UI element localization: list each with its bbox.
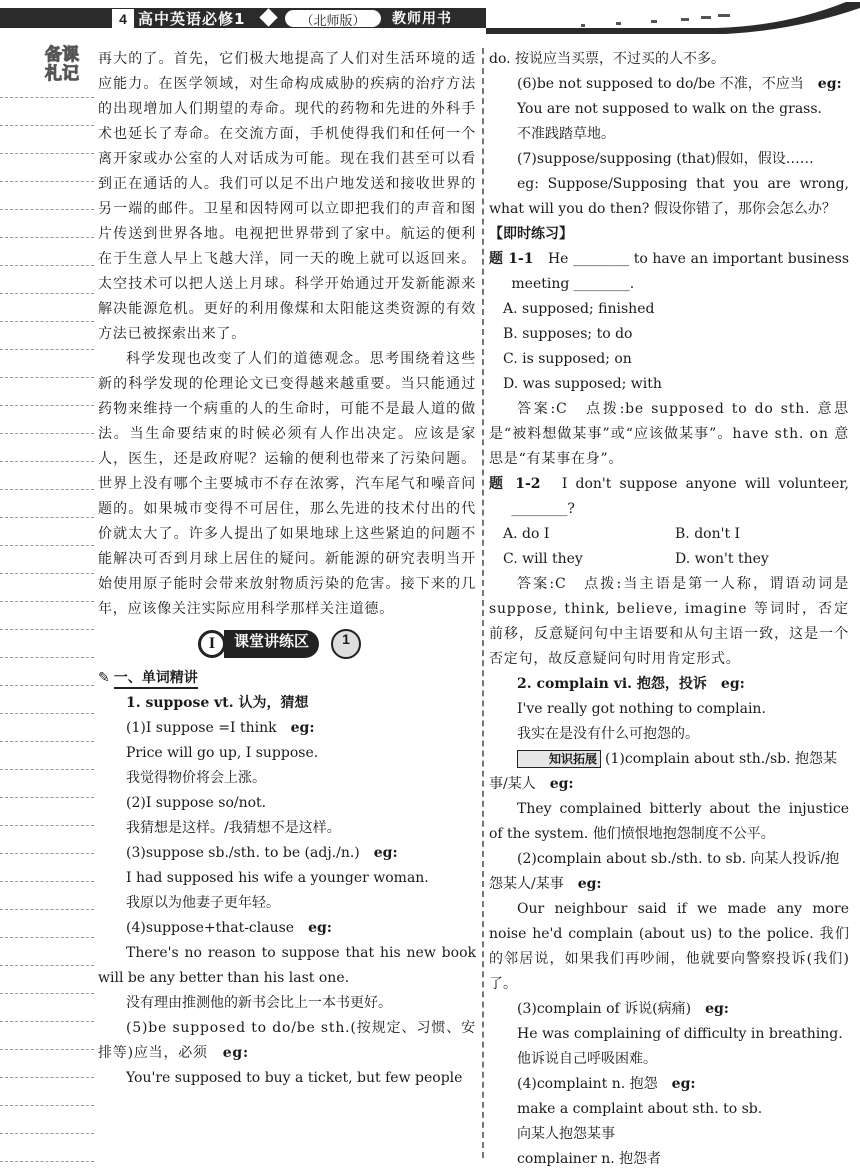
pen-icon: ✎ [98, 670, 110, 686]
margin-note: 备课 札记 [45, 45, 79, 84]
banner-title: 课堂讲练区 [224, 630, 319, 658]
q2-option-b: B. don't I [675, 526, 741, 542]
extension-1-example: They complained bitterly about the injustice of the system. 他们愤恨地抱怨制度不公平。 [489, 801, 849, 842]
word-heading-complain: 2. complain vi. 抱怨，投诉 eg: [517, 676, 745, 692]
usage-2: (2)I suppose so/not. [126, 795, 267, 811]
extension-5: complainer n. 抱怨者 [517, 1151, 662, 1167]
extension-4-example-en: make a complaint about sth. to sb. [517, 1101, 763, 1117]
q2-option-a: A. do I [503, 526, 550, 542]
usage-5: (5)be supposed to do/be sth.(按规定、习惯、安排等)应当，必须 eg: [98, 1020, 476, 1061]
page-header [0, 0, 860, 40]
q2-options-row-1 [489, 522, 849, 547]
extension-4-example-zh: 向某人抱怨某事 [517, 1126, 615, 1142]
example-5-en: You're supposed to buy a ticket, but few people [126, 1070, 463, 1086]
column-divider [482, 48, 484, 1158]
example-1-en: Price will go up, I suppose. [126, 745, 319, 761]
answer-1-1: 答案:C 点拨:be supposed to do sth. 意思是“被料想做某事”或“应该做某事”。have sth. on 意思是“有某事在身”。 [489, 401, 849, 467]
example-4-en: There's no reason to suppose that his new book will be any better than his last one. [98, 945, 476, 986]
practice-title: 【即时练习】 [489, 226, 573, 242]
q1-option-d: D. was supposed; with [503, 376, 662, 392]
margin-note-lines [0, 70, 94, 1150]
example-3-en: I had supposed his wife a younger woman. [126, 870, 429, 886]
q2-option-c: C. will they [503, 551, 583, 567]
q1-option-c: C. is supposed; on [503, 351, 632, 367]
example-2-zh: 我猜想是这样。/我猜想不是这样。 [126, 820, 341, 836]
q1-option-a: A. supposed; finished [503, 301, 655, 317]
question-1-2: 题 1-2 I don't suppose anyone will volunteer, ________? [489, 476, 849, 517]
edition-label: （北师版） [285, 10, 381, 27]
word-heading-suppose: 1. suppose vt. 认为，猜想 [126, 695, 309, 711]
example-1-zh: 我觉得物价将会上涨。 [126, 770, 266, 786]
extension-2-example: Our neighbour said if we made any more noise he'd complain (about us) to the police. 我们的邻居说，如果我们再吵闹，他就要向警察投诉(我们)了。 [489, 901, 849, 992]
extension-4: (4)complaint n. 抱怨 eg: [517, 1076, 696, 1092]
teacher-book-label: 教师用书 [392, 11, 452, 27]
example-5-cont: do. 按说应当买票，不过买的人不多。 [489, 51, 726, 67]
example-6-en: You are not supposed to walk on the grass. [517, 101, 822, 117]
answer-1-2: 答案:C 点拨:当主语是第一人称，谓语动词是suppose, think, believe, imagine 等词时，否定前移，反意疑问句中主语要和从句主语一致，这是一个否定句，故反意疑问句时用肯定形式。 [489, 576, 849, 667]
knowledge-extension-tag: 知识拓展 [517, 750, 601, 768]
q2-options-row-2 [489, 547, 849, 572]
usage-4: (4)suppose+that-clause eg: [126, 920, 332, 936]
extension-3: (3)complain of 诉说(病痛) eg: [517, 1001, 729, 1017]
left-column [98, 47, 476, 1091]
banner-number: 1 [331, 629, 361, 659]
banner-roman: I [198, 630, 226, 658]
example-3-zh: 我原以为他妻子更年轻。 [126, 895, 280, 911]
translation-paragraph-1: 再大的了。首先，它们极大地提高了人们对生活环境的适应能力。在医学领域，对生命构成威胁的疾病的治疗方法的出现增加人们期望的寿命。现代的药物和先进的外科手术也延长了寿命。在交流方面，手机使得我们和任何一个离开家或办公室的人对话成为可能。现在我们甚至可以看到正在通话的人。我们可以足不出户地发送和接收世界的另一端的邮件。卫星和因特网可以立即把我们的声音和图片传送到世界各地。电视把世界带到了家中。航运的便利在于生意人早上飞越大洋，同一天的晚上就可以返回来。太空技术可以把人送上月球。科学开始通过开发新能源来解决能源危机。更好的利用像煤和太阳能这类资源的有效方法已被探索出来了。 [98, 51, 476, 342]
usage-6: (6)be not supposed to do/be 不准，不应当 eg: [517, 76, 842, 92]
usage-7: (7)suppose/supposing (that)假如，假设…… [517, 151, 814, 167]
book-title: 高中英语必修1 [138, 10, 246, 28]
extension-3-example-en: He was complaining of difficulty in breathing. [517, 1026, 843, 1042]
section-banner [198, 624, 476, 664]
translation-paragraph-2: 科学发现也改变了人们的道德观念。思考围绕着这些新的科学发现的伦理论文已变得越来越重要。当只能通过药物来维持一个病重的人的生命时，可能不是最人道的做法。当生命要结束的时候必须有人作出决定。应该是家人，医生，还是政府呢？运输的便利也带来了污染问题。世界上没有哪个主要城市不存在浓雾，汽车尾气和噪音问题的。如果城市变得不可居住，那么先进的技术付出的代价就太大了。许多人提出了如果地球上这些紧迫的问题不能解决可否到月球上居住的疑问。新能源的研究表明当开始使用原子能时会带来放射物质污染的危害。接下来的几年，应该像关注实际应用科学那样关注道德。 [98, 351, 476, 617]
w2-example-en: I've really got nothing to complain. [517, 701, 766, 717]
question-1-1: 题 1-1 He ________ to have an important business meeting ________. [489, 251, 850, 292]
extension-1: 知识拓展 (1)complain about sth./sb. 抱怨某事/某人 eg: [489, 751, 837, 792]
usage-1: (1)I suppose =I think eg: [126, 720, 315, 736]
section-title: ✎ 一、单词精讲 [98, 666, 476, 691]
w2-example-zh: 我实在是没有什么可抱怨的。 [517, 726, 699, 742]
page-number: 4 [112, 9, 134, 29]
usage-3: (3)suppose sb./sth. to be (adj./n.) eg: [126, 845, 398, 861]
q2-option-d: D. won't they [675, 551, 769, 567]
example-7: eg: Suppose/Supposing that you are wrong, what will you do then? 假设你错了，那你会怎么办？ [489, 176, 849, 217]
extension-3-example-zh: 他诉说自己呼吸困难。 [517, 1051, 657, 1067]
example-6-zh: 不准践踏草地。 [517, 126, 615, 142]
extension-2: (2)complain about sb./sth. to sb. 向某人投诉/抱怨某人/某事 eg: [489, 851, 840, 892]
example-4-zh: 没有理由推测他的新书会比上一本书更好。 [126, 995, 392, 1011]
q1-option-b: B. supposes; to do [503, 326, 633, 342]
right-column [489, 47, 849, 1172]
header-swoosh-icon [486, 0, 860, 40]
